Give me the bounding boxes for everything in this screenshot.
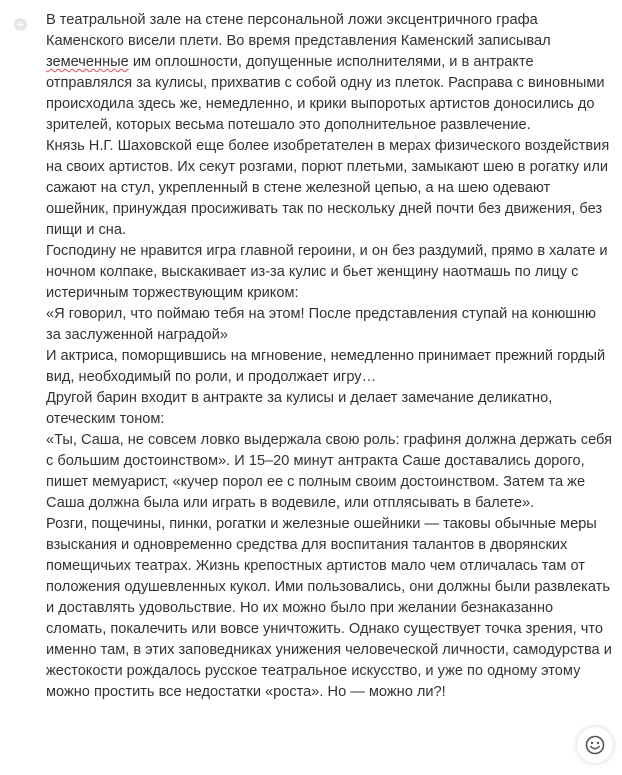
paragraph [46, 430, 614, 514]
text-segment: И актриса, поморщившись на мгновение, немедленно принимает прежний гордый вид, необходимый по роли, и продолжает игру… [46, 348, 606, 385]
text-segment: «Я говорил, что поймаю тебя на этом! После представления ступай на конюшню за заслуженной наградой» [46, 306, 596, 343]
paragraph [46, 10, 614, 136]
text-segment: им оплошности, допущенные исполнителями, и в антракте отправлялся за кулисы, прихватив с собой одну из плеток. Расправа с виновными происходила здесь же, немедленно, и крики выпоротых артистов доносились до зрителей, которых весьма потешало это дополнительное развлечение. [46, 54, 605, 133]
paragraph [46, 304, 614, 346]
paragraph [46, 346, 614, 388]
paragraph [46, 388, 614, 430]
text-segment: Другой барин входит в антракте за кулисы и делает замечание деликатно, отеческим тоном: [46, 390, 553, 427]
paragraph [46, 136, 614, 241]
misspelled-word: земеченные [46, 54, 129, 70]
text-segment: Князь Н.Г. Шаховской еще более изобретателен в мерах физического воздействия на своих артистов. Их секут розгами, порют плетьми, замыкают шею в рогатку или сажают на стул, укрепленный в стене железной цепью, а на шею одевают ошейник, принуждая просиживать так по нескольку дней почти без движения, без пищи и сна. [46, 138, 610, 238]
paragraph [46, 241, 614, 304]
emoji-button[interactable] [577, 727, 613, 763]
text-segment: В театральной зале на стене персональной ложи эксцентричного графа Каменского висели плети. Во время представления Каменский записывал [46, 12, 551, 49]
text-segment: «Ты, Саша, не совсем ловко выдержала свою роль: графиня должна держать себя с большим достоинством». И 15–20 минут антракта Саше доставались дорого, пишет мемуарист, «кучер порол ее с полным своим достоинством. Затем та же Саша должна была или играть в водевиле, или отплясывать в балете». [46, 432, 612, 511]
smiley-face-icon [585, 735, 605, 755]
paragraph [46, 514, 614, 703]
add-block-icon[interactable] [14, 18, 27, 31]
article-body[interactable] [46, 10, 614, 703]
text-segment: Господину не нравится игра главной героини, и он без раздумий, прямо в халате и ночном колпаке, выскакивает из-за кулис и бьет женщину наотмашь по лицу с истеричным торжествующим криком: [46, 243, 608, 301]
text-segment: Розги, пощечины, пинки, рогатки и железные ошейники — таковы обычные меры взыскания и одновременно средства для воспитания талантов в дворянских помещичьих театрах. Жизнь крепостных артистов мало чем отличалась там от положения одушевленных кукол. Ими пользовались, они должны были развлекать и доставлять удовольствие. Но их можно было при желании безнаказанно сломать, покалечить или вовсе уничтожить. Однако существует точка зрения, что именно там, в этих заповедниках унижения человеческой личности, самодурства и жестокости рождалось русское театральное искусство, и уже по одному этому можно простить все недостатки «роста». Но — можно ли?! [46, 516, 612, 700]
